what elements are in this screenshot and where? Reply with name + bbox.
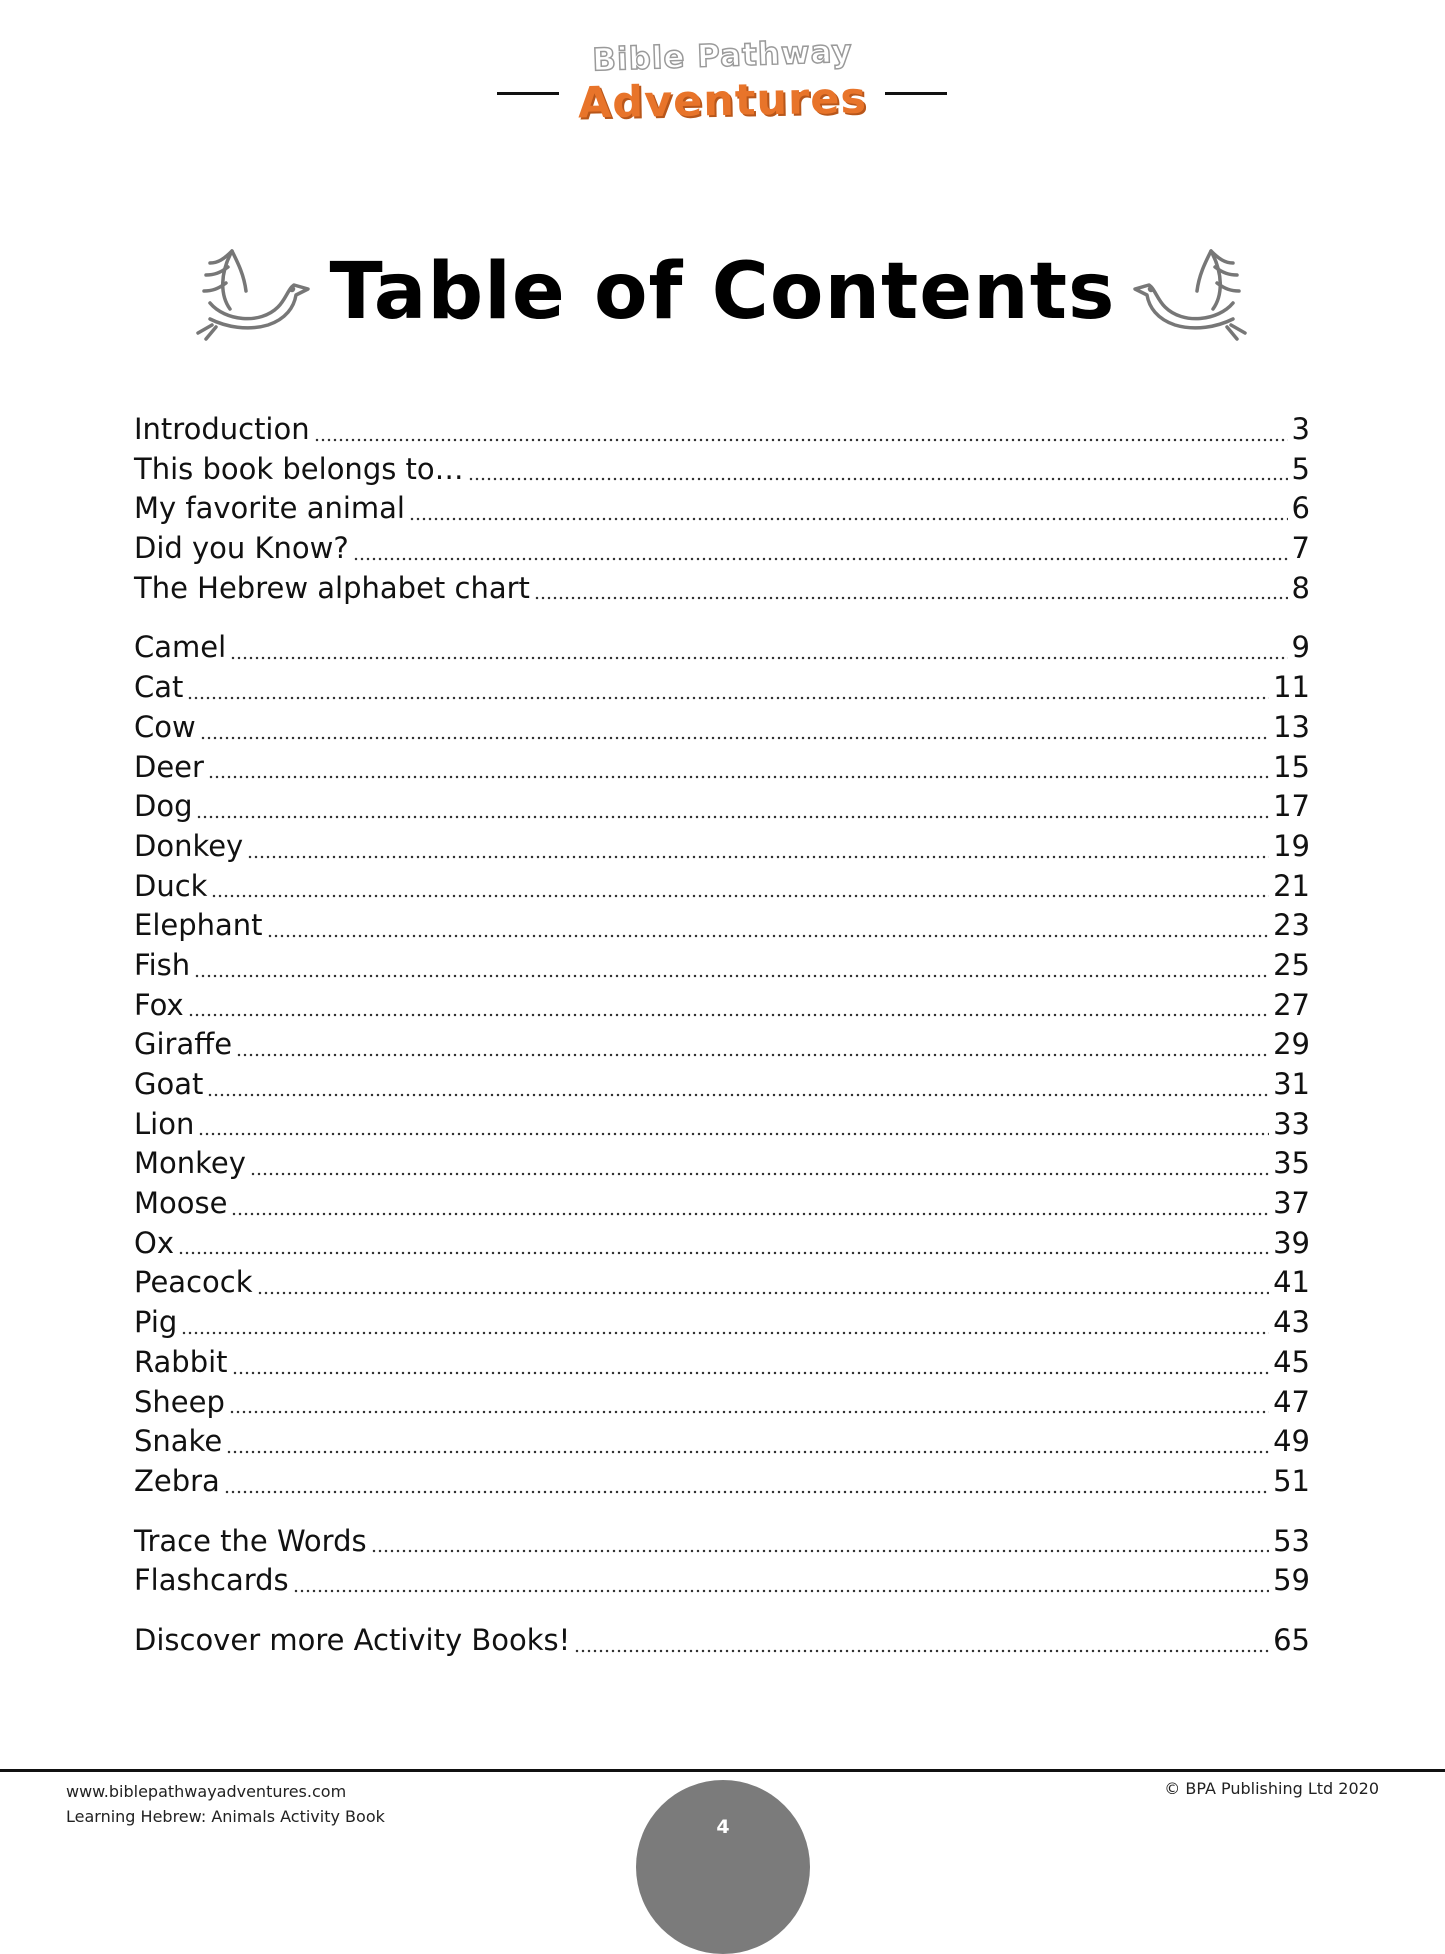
toc-entry[interactable]	[134, 670, 1310, 710]
dot-leader	[178, 1250, 1269, 1256]
toc-entry-page: 23	[1273, 908, 1310, 943]
toc-entry[interactable]	[134, 948, 1310, 988]
toc-entry[interactable]	[134, 789, 1310, 829]
toc-entry-label: Moose	[134, 1186, 228, 1221]
dot-leader	[230, 655, 1287, 661]
toc-entry-page: 39	[1273, 1225, 1310, 1260]
footer-divider	[0, 1769, 1445, 1772]
dot-leader	[187, 695, 1269, 701]
toc-entry[interactable]	[134, 412, 1310, 452]
toc-entry-label: Ox	[134, 1225, 174, 1260]
logo-top-text: Bible Pathway	[591, 33, 854, 79]
toc-entry-page: 45	[1273, 1344, 1310, 1379]
toc-entry-page: 31	[1273, 1067, 1310, 1101]
dot-leader	[236, 1052, 1269, 1058]
toc-entry-label: Lion	[134, 1106, 195, 1141]
dot-leader	[574, 1648, 1269, 1654]
toc-entry-page: 37	[1273, 1186, 1310, 1221]
toc-entry[interactable]	[134, 1464, 1310, 1504]
toc-entry-page: 15	[1273, 749, 1310, 784]
toc-entry-page: 11	[1273, 670, 1310, 705]
toc-entry[interactable]	[134, 571, 1310, 611]
toc-entry-label: Elephant	[134, 908, 263, 943]
dot-leader	[371, 1548, 1269, 1554]
toc-entry-label: Dog	[134, 789, 193, 824]
toc-entry-page: 27	[1273, 987, 1310, 1022]
toc-entry-page: 9	[1291, 630, 1310, 665]
dot-leader	[207, 1092, 1269, 1098]
toc-entry-page: 47	[1273, 1384, 1310, 1419]
toc-entry-page: 8	[1291, 570, 1310, 605]
toc-entry-label: Goat	[134, 1067, 204, 1101]
footer-copyright: © BPA Publishing Ltd 2020	[1164, 1779, 1379, 1798]
page-number-badge	[636, 1780, 810, 1954]
title-row	[0, 225, 1445, 355]
dot-leader	[468, 476, 1288, 482]
dot-leader	[409, 516, 1288, 522]
toc-entry[interactable]	[134, 1345, 1310, 1385]
toc-entry-label: Flashcards	[134, 1563, 289, 1598]
header	[0, 0, 1445, 140]
toc-entry-page: 43	[1273, 1305, 1310, 1340]
dot-leader	[224, 1489, 1269, 1495]
toc-entry-label: Trace the Words	[134, 1523, 367, 1558]
toc-entry-label: Monkey	[134, 1146, 246, 1181]
dove-icon	[1128, 233, 1253, 343]
toc-entry-page: 35	[1273, 1146, 1310, 1181]
toc-entry[interactable]	[134, 710, 1310, 750]
dot-leader	[267, 933, 1270, 939]
toc-entry-label: Rabbit	[134, 1344, 228, 1379]
toc-entry[interactable]	[134, 1424, 1310, 1464]
toc-entry[interactable]	[134, 1385, 1310, 1425]
toc-entry-label: Donkey	[134, 828, 244, 863]
table-of-contents	[134, 412, 1310, 1683]
toc-group	[134, 1524, 1310, 1603]
toc-entry[interactable]	[134, 1563, 1310, 1603]
toc-entry-label: This book belongs to…	[134, 451, 464, 486]
toc-entry[interactable]	[134, 452, 1310, 492]
toc-entry[interactable]	[134, 750, 1310, 790]
toc-entry-label: Cat	[134, 670, 184, 705]
dot-leader	[353, 556, 1288, 562]
dot-leader	[198, 1131, 1269, 1137]
logo-bottom-text: Adventures	[577, 73, 868, 129]
toc-entry-label: Peacock	[134, 1265, 253, 1300]
page-title: Table of Contents	[329, 247, 1116, 337]
toc-entry-page: 29	[1273, 1027, 1310, 1062]
toc-entry-page: 59	[1273, 1563, 1310, 1598]
toc-entry-label: Introduction	[134, 412, 310, 446]
toc-entry-page: 49	[1273, 1424, 1310, 1459]
toc-entry[interactable]	[134, 908, 1310, 948]
toc-entry-label: My favorite animal	[134, 491, 405, 526]
toc-entry-page: 51	[1273, 1463, 1310, 1498]
toc-entry[interactable]	[134, 869, 1310, 909]
footer-left	[66, 1779, 385, 1829]
toc-entry-page: 25	[1273, 947, 1310, 982]
toc-entry-page: 3	[1291, 412, 1310, 446]
toc-entry[interactable]	[134, 1146, 1310, 1186]
toc-entry-page: 41	[1273, 1265, 1310, 1300]
toc-entry-label: Discover more Activity Books!	[134, 1622, 571, 1657]
footer-book-title: Learning Hebrew: Animals Activity Book	[66, 1807, 385, 1826]
toc-group	[134, 630, 1310, 1503]
dot-leader	[250, 1171, 1269, 1177]
toc-entry-label: Zebra	[134, 1463, 220, 1498]
toc-entry-label: Sheep	[134, 1384, 225, 1419]
toc-entry-page: 65	[1273, 1622, 1310, 1657]
toc-entry-page: 19	[1273, 828, 1310, 863]
toc-entry-label: Did you Know?	[134, 531, 349, 566]
dot-leader	[196, 814, 1269, 820]
dot-leader	[181, 1330, 1269, 1336]
dot-leader	[200, 735, 1269, 741]
toc-entry-page: 7	[1291, 531, 1310, 566]
toc-entry[interactable]	[134, 988, 1310, 1028]
toc-entry[interactable]	[134, 1027, 1310, 1067]
toc-entry[interactable]	[134, 1265, 1310, 1305]
toc-entry-page: 5	[1291, 451, 1310, 486]
toc-entry-label: Fox	[134, 987, 184, 1022]
toc-entry[interactable]	[134, 1107, 1310, 1147]
dot-leader	[257, 1290, 1270, 1296]
dot-leader	[229, 1409, 1269, 1415]
toc-entry[interactable]	[134, 1226, 1310, 1266]
toc-entry-page: 13	[1273, 709, 1310, 744]
toc-entry-page: 21	[1273, 868, 1310, 903]
dot-leader	[194, 973, 1269, 979]
page-number: 4	[716, 1816, 730, 1838]
dot-leader	[211, 893, 1269, 899]
toc-entry-label: Cow	[134, 709, 196, 744]
toc-entry-page: 6	[1291, 491, 1310, 526]
dot-leader	[247, 854, 1269, 860]
toc-entry-label: Camel	[134, 630, 227, 665]
toc-entry-label: Duck	[134, 868, 208, 903]
dot-leader	[232, 1370, 1270, 1376]
dot-leader	[208, 774, 1269, 780]
toc-entry[interactable]	[134, 1067, 1310, 1107]
toc-entry[interactable]	[134, 1524, 1310, 1564]
toc-entry-label: Deer	[134, 749, 204, 784]
toc-entry-page: 17	[1273, 789, 1310, 824]
toc-entry[interactable]	[134, 491, 1310, 531]
toc-group	[134, 1623, 1310, 1663]
toc-entry-label: The Hebrew alphabet chart	[134, 570, 530, 605]
toc-group	[134, 412, 1310, 610]
dot-leader	[226, 1449, 1269, 1455]
toc-entry[interactable]	[134, 1186, 1310, 1226]
toc-entry[interactable]	[134, 1305, 1310, 1345]
dot-leader	[314, 437, 1288, 443]
toc-entry[interactable]	[134, 630, 1310, 670]
toc-entry[interactable]	[134, 1623, 1310, 1663]
toc-entry-label: Pig	[134, 1305, 178, 1340]
toc-entry-label: Giraffe	[134, 1027, 233, 1062]
toc-entry[interactable]	[134, 531, 1310, 571]
dot-leader	[188, 1012, 1269, 1018]
toc-entry-label: Snake	[134, 1424, 223, 1459]
toc-entry-page: 33	[1273, 1106, 1310, 1141]
dot-leader	[231, 1211, 1269, 1217]
toc-entry-page: 53	[1273, 1523, 1310, 1558]
toc-entry-label: Fish	[134, 947, 191, 982]
dot-leader	[293, 1588, 1269, 1594]
footer-website: www.biblepathwayadventures.com	[66, 1782, 347, 1801]
dot-leader	[534, 595, 1288, 601]
toc-entry[interactable]	[134, 829, 1310, 869]
